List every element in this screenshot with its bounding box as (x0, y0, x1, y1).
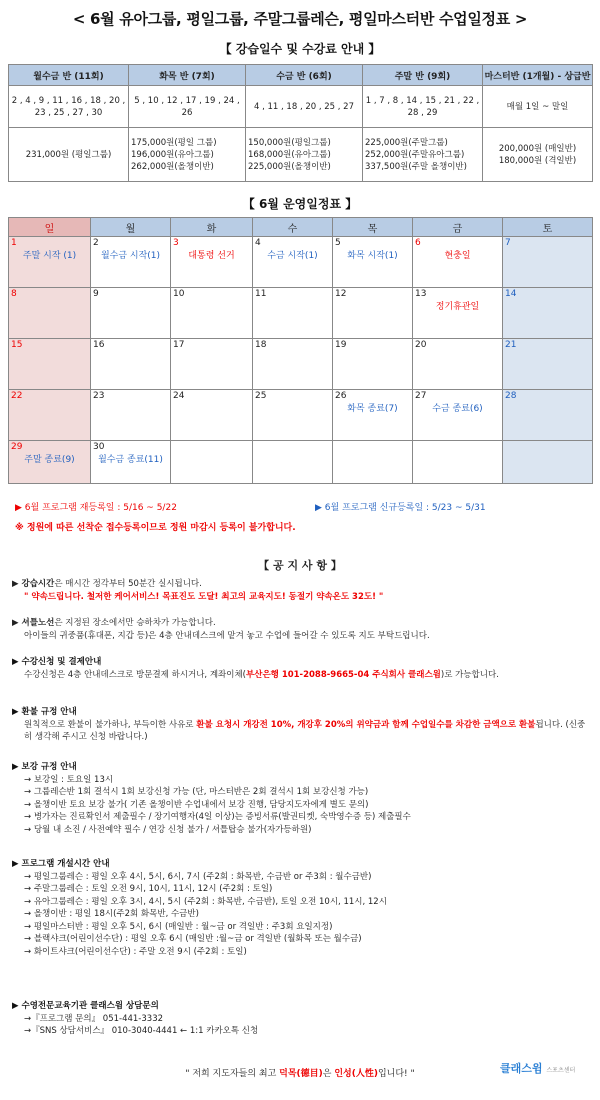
notice-text-part: 됩니다. (신중히 생각해 주시고 신청 바랍니다.) (24, 719, 586, 742)
notice-heading: ▶ 환불 규정 안내 (12, 707, 77, 717)
fee-price (246, 128, 363, 182)
calendar-day (171, 288, 253, 339)
fee-header: 화목 반 (7회) (129, 65, 246, 86)
calendar-day (413, 339, 503, 390)
day-number: 20 (415, 340, 427, 350)
logo-subtext: 스포츠센터 (546, 1067, 576, 1074)
makeup-item: → 병가자는 진료확인서 제출필수 / 장기여행자(4일 이상)는 증빙서류(발권티켓, 숙박영수증 등) 제출필수 (24, 812, 411, 822)
day-number: 2 (93, 238, 99, 248)
day-event: 대통령 선거 (188, 251, 235, 261)
refund-policy: 환불 요청시 개강전 10%, 개강후 20%의 위약금과 함께 수업일수를 차감한 금액으로 환불 (196, 719, 536, 730)
calendar-day (333, 288, 413, 339)
notice-text-part: )로 가능합니다. (440, 669, 499, 680)
calendar-day (253, 441, 333, 484)
day-number: 21 (505, 340, 517, 350)
notice-shuttle (12, 617, 592, 642)
day-number: 11 (255, 289, 267, 299)
calendar-day (171, 390, 253, 441)
calendar-day (413, 288, 503, 339)
fee-table (8, 64, 593, 182)
calendar-section-title: 【 6월 운영일정표 】 (242, 197, 358, 211)
calendar-day (91, 390, 171, 441)
calendar-day (503, 339, 593, 390)
calendar-day (333, 237, 413, 288)
fee-price (483, 128, 593, 182)
makeup-item: → 그룹레슨반 1회 결석시 1회 보강신청 가능 (단, 마스터반은 2회 결석시 1회 보강신청 가능) (24, 787, 369, 797)
weekday-header: 목 (333, 218, 413, 237)
calendar-day (171, 237, 253, 288)
fee-header: 수금 반 (6회) (246, 65, 363, 86)
weekday-header: 토 (503, 218, 593, 237)
calendar-day (503, 390, 593, 441)
fee-days: 매월 1일 ~ 말일 (483, 86, 593, 128)
fee-price-line: 175,000원(평일 그룹) (131, 137, 217, 148)
calendar-day (333, 441, 413, 484)
day-event: 주말 종료(9) (24, 455, 75, 465)
motto-part: 은 (322, 1069, 335, 1079)
notice-text (12, 669, 592, 682)
contact-item: →『SNS 상담서비스』 010-3040-4441 ← 1:1 카카오톡 신청 (24, 1026, 259, 1036)
calendar-day (503, 288, 593, 339)
day-number: 4 (255, 238, 261, 248)
day-event: 월수금 시작(1) (100, 251, 161, 261)
notice-payment (12, 656, 592, 681)
calendar-day (333, 339, 413, 390)
day-number: 28 (505, 391, 517, 401)
day-number: 16 (93, 340, 105, 350)
schedule-item: → 평일마스터반 : 평일 오후 5시, 6시 (매일반 : 월~금 or 격일반 : 주3회 요일지정) (24, 921, 333, 932)
day-event: 수금 시작(1) (267, 251, 318, 261)
notice-promise: " 약속드립니다. 철저한 케어서비스! 목표진도 도달! 최고의 교육지도! 동절기 약속온도 32도! " (24, 591, 384, 602)
notice-makeup (12, 761, 592, 836)
calendar-day (91, 441, 171, 484)
weekday-header: 금 (413, 218, 503, 237)
calendar-day (413, 390, 503, 441)
notice-text: 은 지정된 장소에서만 승하차가 가능합니다. (54, 618, 216, 628)
day-number: 9 (93, 289, 99, 299)
day-number: 19 (335, 340, 347, 350)
notice-heading: ▶ 수강신청 및 결제안내 (12, 657, 102, 667)
calendar-day (253, 339, 333, 390)
fee-price-line: 225,000원(올챙이반) (248, 161, 331, 172)
notice-text-part: 원칙적으로 환불이 불가하나, 부득이한 사유로 (24, 719, 197, 730)
calendar-day (91, 339, 171, 390)
notice-heading: ▶ 셔틀노선 (12, 618, 55, 628)
calendar-day (333, 390, 413, 441)
day-number: 8 (11, 289, 17, 299)
motto-virtue: 덕목(德目) (279, 1069, 323, 1079)
calendar-day (9, 441, 91, 484)
day-number: 27 (415, 391, 427, 401)
calendar-day (253, 288, 333, 339)
motto-character: 인성(人性) (334, 1069, 378, 1079)
day-number: 5 (335, 238, 341, 248)
calendar-day (253, 237, 333, 288)
fee-days: 4 , 11 , 18 , 20 , 25 , 27 (246, 86, 363, 128)
day-number: 30 (93, 442, 105, 452)
notice-text (12, 719, 592, 744)
weekday-header: 월 (91, 218, 171, 237)
day-number: 13 (415, 289, 427, 299)
day-number: 3 (173, 238, 179, 248)
day-number: 14 (505, 289, 517, 299)
calendar-day (503, 441, 593, 484)
fee-price-line: 262,000원(올챙이반) (131, 161, 214, 172)
fee-header: 월수금 반 (11회) (9, 65, 129, 86)
fee-days: 1 , 7 , 8 , 14 , 15 , 21 , 22 , 28 , 29 (363, 86, 483, 128)
makeup-item: → 올챙이반 토요 보강 불가( 기존 올챙이반 수업내에서 보강 진행, 담당지도자에게 별도 문의) (24, 799, 369, 810)
notice-lesson-time (12, 578, 592, 603)
fee-price-line: 168,000원(유아그룹) (248, 149, 331, 160)
calendar-table (8, 217, 593, 484)
bank-account: 부산은행 101-2088-9665-04 주식회사 클래스윔 (246, 669, 441, 680)
fee-price-line: 200,000원 (매일반) (498, 143, 577, 154)
weekday-header: 수 (253, 218, 333, 237)
day-event: 주말 시작 (1) (22, 251, 77, 261)
fee-price: 231,000원 (평일그룹) (9, 128, 129, 182)
makeup-item: → 당월 내 소진 / 사전예약 필수 / 연강 신청 불가 / 셔틀탑승 불가(자가등하원) (24, 824, 312, 835)
calendar-day (9, 288, 91, 339)
page-title: < 6월 유아그룹, 평일그룹, 주말그룹레슨, 평일마스터반 수업일정표 > (72, 10, 528, 28)
fee-price-line: 150,000원(평일그룹) (248, 137, 331, 148)
schedule-item: → 화이트샤크(어린이선수단) : 주말 오전 9시 (주2회 : 토일) (24, 946, 247, 957)
calendar-day (91, 237, 171, 288)
notice-schedule (12, 858, 592, 958)
re-registration-period: ▶ 6월 프로그램 재등록일 : 5/16 ~ 5/22 (15, 503, 177, 513)
day-event: 현충일 (444, 251, 471, 261)
fee-header: 마스터반 (1개월) - 상급반 (483, 65, 593, 86)
day-event: 수금 종료(6) (432, 404, 483, 414)
day-number: 12 (335, 289, 347, 299)
fee-days: 2 , 4 , 9 , 11 , 16 , 18 , 20 , 23 , 25 , 27 , 30 (9, 86, 129, 128)
calendar-day (503, 237, 593, 288)
day-number: 23 (93, 391, 105, 401)
schedule-item: → 평일그룹레슨 : 평일 오후 4시, 5시, 6시, 7시 (주2회 : 화목반, 수금반 or 주3회 : 월수금반) (24, 871, 372, 882)
schedule-item: → 유아그룹레슨 : 평일 오후 3시, 4시, 5시 (주2회 : 화목반, 수금반), 토일 오전 10시, 11시, 12시 (24, 896, 387, 907)
calendar-day (9, 237, 91, 288)
notice-heading: ▶ 강습시간 (12, 579, 55, 589)
weekday-header: 일 (9, 218, 91, 237)
day-number: 26 (335, 391, 347, 401)
day-number: 10 (173, 289, 185, 299)
fee-days: 5 , 10 , 12 , 17 , 19 , 24 , 26 (129, 86, 246, 128)
day-number: 7 (505, 238, 511, 248)
day-event: 화목 시작(1) (347, 251, 398, 261)
day-number: 25 (255, 391, 267, 401)
calendar-day (171, 339, 253, 390)
notice-text-part: 수강신청은 4층 안내데스크로 방문결제 하시거나, 계좌이체( (24, 669, 247, 680)
calendar-day (9, 339, 91, 390)
notice-heading: ▶ 보강 규정 안내 (12, 762, 77, 772)
calendar-day (171, 441, 253, 484)
day-event: 화목 종료(7) (347, 404, 398, 414)
day-number: 1 (11, 238, 17, 248)
notice-title: 【 공 지 사 항 】 (258, 559, 342, 572)
day-number: 18 (255, 340, 267, 350)
capacity-warning: ※ 정원에 따른 선착순 접수등록이므로 정원 마감시 등록이 불가합니다. (15, 523, 296, 533)
notice-text: 아이들의 귀중품(휴대폰, 지갑 등)은 4층 안내데스크에 맡겨 놓고 수업에 들어갈 수 있도록 지도 부탁드립니다. (24, 630, 430, 641)
contact-item: →『프로그램 문의』 051-441-3332 (24, 1013, 164, 1024)
fee-price-line: 225,000원(주말그룹) (365, 137, 448, 148)
day-number: 24 (173, 391, 185, 401)
calendar-day (9, 390, 91, 441)
fee-price (363, 128, 483, 182)
brand-logo (500, 1060, 575, 1076)
calendar-day (413, 237, 503, 288)
notice-heading: ▶ 수영전문교육기관 클래스윔 상담문의 (12, 1001, 159, 1011)
fee-price-line: 196,000원(유아그룹) (131, 149, 214, 160)
schedule-item: → 주말그룹레슨 : 토일 오전 9시, 10시, 11시, 12시 (주2회 : 토일) (24, 884, 273, 894)
day-event: 월수금 종료(11) (98, 455, 163, 465)
fee-header: 주말 반 (9회) (363, 65, 483, 86)
fee-section-title: 【 강습일수 및 수강료 안내 】 (219, 42, 381, 56)
schedule-item: → 올챙이반 : 평일 18시(주2회 화목반, 수금반) (24, 909, 199, 919)
motto-part: " 저희 지도자들의 최고 (185, 1069, 280, 1079)
day-number: 6 (415, 238, 421, 248)
day-number: 17 (173, 340, 185, 350)
logo-text: 클래스윔 (500, 1062, 543, 1075)
fee-price-line: 180,000원 (격일반) (498, 155, 577, 166)
calendar-day (91, 288, 171, 339)
day-number: 29 (11, 442, 23, 452)
day-number: 22 (11, 391, 23, 401)
notice-text: 은 매시간 정각부터 50분간 실시됩니다. (54, 579, 202, 589)
fee-price-line: 337,500원(주말 올챙이반) (365, 161, 467, 172)
weekday-header: 화 (171, 218, 253, 237)
notice-heading: ▶ 프로그램 개설시간 안내 (12, 859, 110, 869)
calendar-day (253, 390, 333, 441)
day-event: 정기휴관일 (435, 302, 480, 312)
new-registration-period: ▶ 6월 프로그램 신규등록일 : 5/23 ~ 5/31 (315, 503, 486, 513)
motto-part: 입니다! " (377, 1069, 415, 1079)
notice-contact (12, 1000, 592, 1038)
day-number: 15 (11, 340, 23, 350)
notice-refund (12, 706, 592, 744)
schedule-item: → 블랙샤크(어린이선수단) : 평일 오후 6시 (매일반 :월~금 or 격일반 (월화목 또는 월수금) (24, 934, 362, 944)
makeup-item: → 보강일 : 토요일 13시 (24, 774, 114, 785)
calendar-day (413, 441, 503, 484)
fee-price (129, 128, 246, 182)
fee-price-line: 252,000원(주말유아그룹) (365, 149, 465, 160)
